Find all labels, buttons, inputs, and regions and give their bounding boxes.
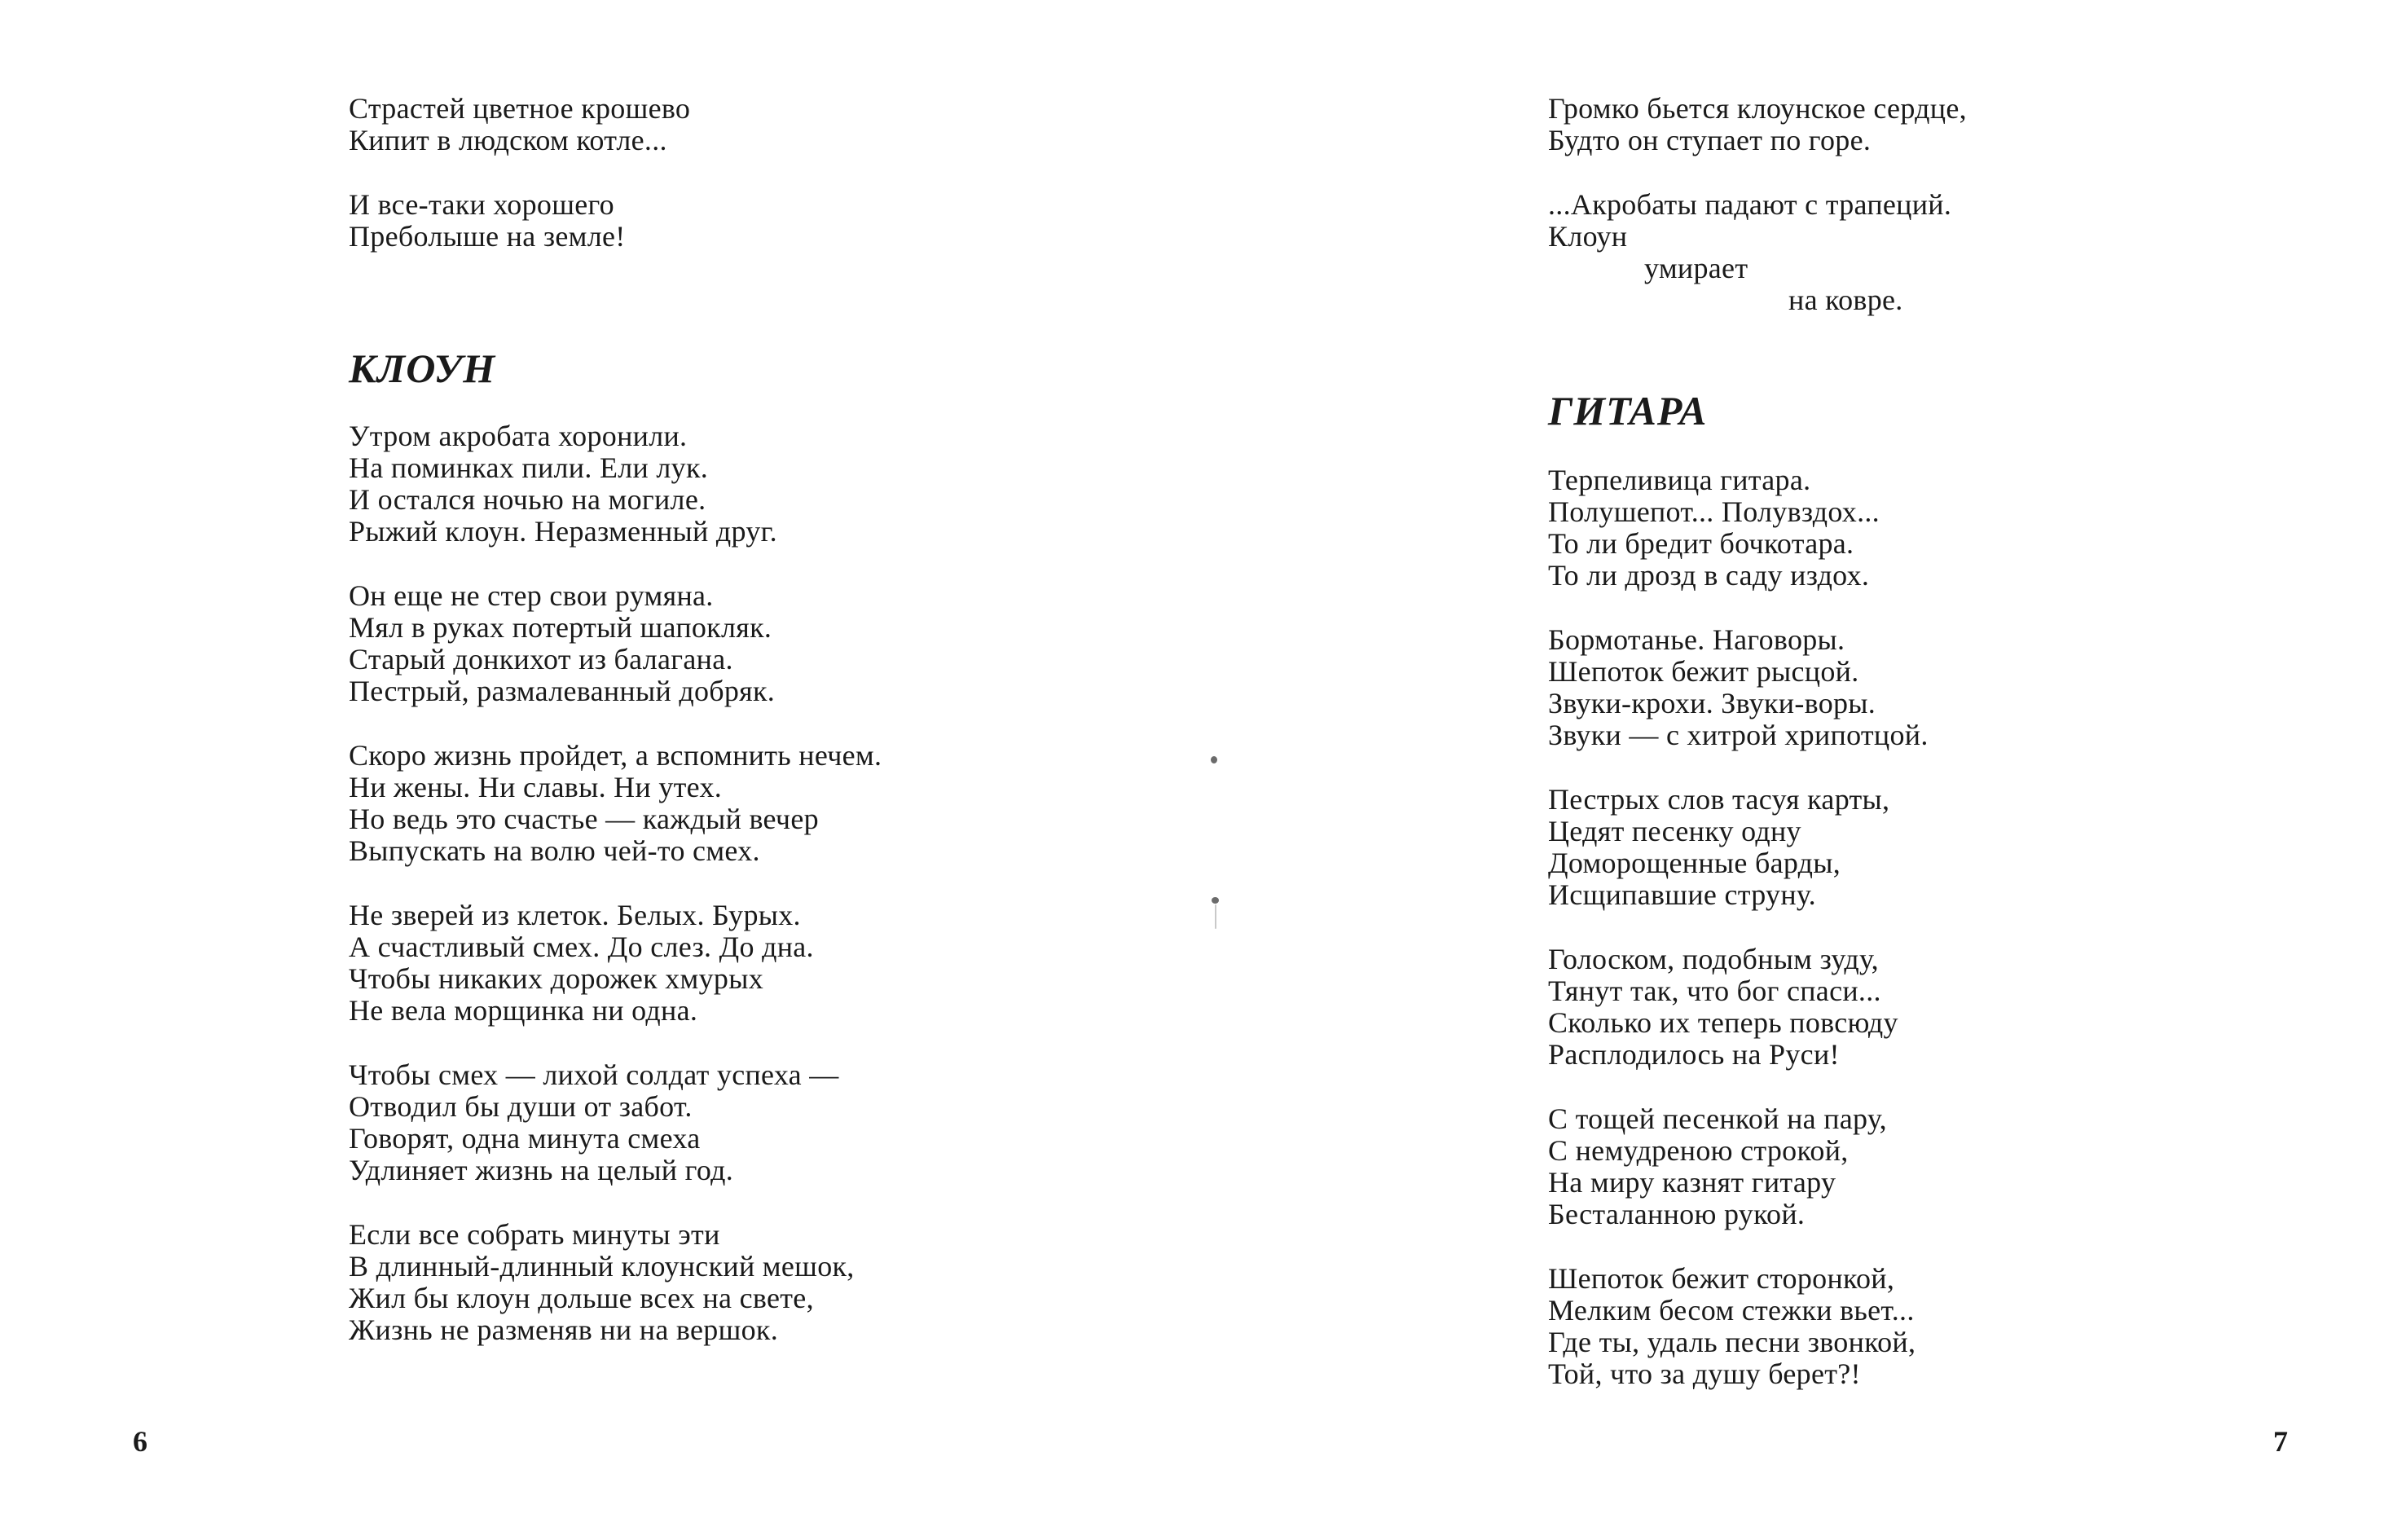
verse-line: Если все собрать минуты эти — [349, 1218, 720, 1251]
poem-stanza — [349, 900, 882, 1027]
verse-line: И остался ночью на могиле. — [349, 483, 706, 516]
intro-stanza — [349, 93, 882, 156]
poem-stanza — [1548, 1103, 1967, 1230]
left-page-text — [349, 93, 882, 1346]
verse-line: Преболыше на земле! — [349, 220, 626, 253]
gutter-binding-mark — [1212, 897, 1219, 904]
verse-line: Чтобы никаких дорожек хмурых — [349, 962, 764, 995]
poem-stanza — [1548, 464, 1967, 592]
verse-line: Не вела морщинка ни одна. — [349, 994, 698, 1027]
verse-line: Кипит в людском котле... — [349, 124, 667, 156]
gutter-binding-mark — [1211, 756, 1217, 763]
verse-line-indented: умирает — [1644, 252, 1748, 284]
poem-stanza — [349, 580, 882, 707]
verse-line: Звуки-крохи. Звуки-воры. — [1548, 687, 1876, 719]
verse-line: Шепоток бежит рысцой. — [1548, 655, 1859, 688]
verse-line: Мелким бесом стежки вьет... — [1548, 1294, 1915, 1327]
verse-line: В длинный-длинный клоунский мешок, — [349, 1250, 855, 1283]
verse-line: Шепоток бежит сторонкой, — [1548, 1262, 1895, 1295]
verse-line: Исщипавшие струну. — [1548, 878, 1816, 911]
poem-stanza — [1548, 1263, 1967, 1390]
poem-stanza — [349, 1219, 882, 1346]
verse-line: Чтобы смех — лихой солдат успеха — — [349, 1058, 839, 1091]
verse-line: Пестрый, размалеванный добряк. — [349, 675, 776, 707]
verse-line: Не зверей из клеток. Белых. Бурых. — [349, 899, 801, 931]
verse-line: Мял в руках потертый шапокляк. — [349, 611, 772, 644]
verse-line: Будто он ступает по горе. — [1548, 124, 1872, 156]
verse-line: С немудреною строкой, — [1548, 1134, 1849, 1167]
verse-line: Утром акробата хоронили. — [349, 420, 688, 452]
verse-line: Старый донкихот из балагана. — [349, 643, 733, 675]
verse-line: Выпускать на волю чей-то смех. — [349, 834, 760, 867]
verse-line: Бормотанье. Наговоры. — [1548, 623, 1845, 656]
verse-line: Жизнь не разменяв ни на вершок. — [349, 1313, 778, 1346]
verse-line: Удлиняет жизнь на целый год. — [349, 1154, 734, 1186]
verse-line: Полушепот... Полувздох... — [1548, 495, 1880, 528]
intro-stanza — [349, 189, 882, 253]
page-number-right: 7 — [2273, 1425, 2288, 1458]
verse-line: ...Акробаты падают с трапеций. — [1548, 188, 1952, 221]
verse-line: На поминках пили. Ели лук. — [349, 451, 709, 484]
verse-line: Пестрых слов тасуя карты, — [1548, 783, 1890, 816]
poem-stanza — [1548, 944, 1967, 1071]
verse-line: То ли бредит бочкотара. — [1548, 527, 1854, 560]
verse-line: Скоро жизнь пройдет, а вспомнить нечем. — [349, 739, 882, 772]
verse-line: Отводил бы души от забот. — [349, 1090, 693, 1123]
verse-line: Он еще не стер свои румяна. — [349, 579, 714, 612]
verse-line: Где ты, удаль песни звонкой, — [1548, 1326, 1916, 1358]
continuation-stanza — [1548, 189, 1967, 316]
verse-line: Цедят песенку одну — [1548, 815, 1801, 847]
poem-title-klovn: КЛОУН — [349, 345, 496, 391]
verse-line: Но ведь это счастье — каждый вечер — [349, 803, 819, 835]
poem-stanza — [1548, 784, 1967, 911]
verse-line: А счастливый смех. До слез. До дна. — [349, 931, 814, 963]
gutter-binding-mark — [1215, 904, 1216, 929]
verse-line: И все-таки хорошего — [349, 188, 614, 221]
verse-line: На миру казнят гитару — [1548, 1166, 1836, 1199]
verse-line: То ли дрозд в саду издох. — [1548, 559, 1870, 592]
verse-line: Той, что за душу берет?! — [1548, 1357, 1861, 1390]
verse-line: Рыжий клоун. Неразменный друг. — [349, 515, 777, 548]
verse-line: Звуки — с хитрой хрипотцой. — [1548, 719, 1929, 751]
verse-line: Клоун — [1548, 220, 1628, 253]
verse-line: Говорят, одна минута смеха — [349, 1122, 701, 1155]
verse-line: Громко бьется клоунское сердце, — [1548, 92, 1967, 125]
verse-line: Ни жены. Ни славы. Ни утех. — [349, 771, 723, 803]
verse-line: Страстей цветное крошево — [349, 92, 691, 125]
continuation-stanza — [1548, 93, 1967, 156]
verse-line: С тощей песенкой на пару, — [1548, 1102, 1887, 1135]
verse-line: Расплодилось на Руси! — [1548, 1038, 1840, 1071]
right-page-text — [1548, 93, 1967, 1390]
verse-line: Голоском, подобным зуду, — [1548, 943, 1879, 975]
verse-line: Терпеливица гитара. — [1548, 464, 1811, 496]
poem-stanza — [349, 1059, 882, 1186]
verse-line: Тянут так, что бог спаси... — [1548, 975, 1881, 1007]
poem-stanza — [1548, 624, 1967, 751]
verse-line: Доморощенные барды, — [1548, 847, 1841, 879]
poem-stanza — [349, 740, 882, 867]
verse-line-indented: на ковре. — [1788, 284, 1903, 316]
poem-title-gitara: ГИТАРА — [1548, 388, 1708, 433]
verse-line: Бесталанною рукой. — [1548, 1198, 1806, 1230]
verse-line: Жил бы клоун дольше всех на свете, — [349, 1282, 814, 1314]
page-number-left: 6 — [133, 1425, 147, 1458]
verse-line: Сколько их теперь повсюду — [1548, 1006, 1898, 1039]
poem-stanza — [349, 420, 882, 548]
